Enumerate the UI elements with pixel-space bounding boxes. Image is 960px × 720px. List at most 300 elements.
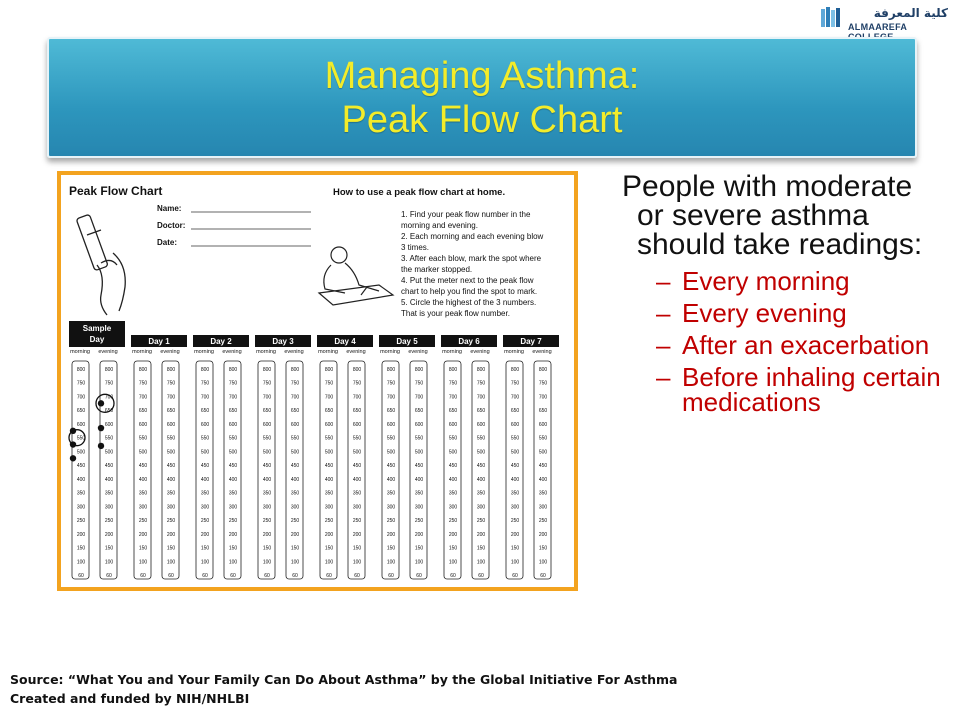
scale-tick-label: 300	[414, 504, 424, 511]
day-label: Day 5	[396, 337, 418, 346]
scale-tick-label: 300	[448, 504, 458, 511]
scale-tick-label: 700	[352, 394, 362, 401]
scale-tick-label: 600	[352, 421, 362, 428]
scale-tick-label: 450	[138, 463, 148, 470]
scale-tick-label: 700	[104, 394, 114, 401]
scale-tick-label: 400	[262, 476, 272, 483]
slide-title-line-2: Peak Flow Chart	[341, 98, 623, 141]
scale-tick-label: 500	[324, 449, 334, 456]
scale-tick-label: 100	[200, 559, 210, 566]
scale-tick-label: 500	[290, 449, 300, 456]
dash-marker: –	[656, 362, 671, 392]
scale-tick-label: 60	[106, 573, 112, 579]
scale-tick-label: 300	[138, 504, 148, 511]
scale-tick-label: 60	[478, 573, 484, 579]
scale-tick-label: 600	[262, 421, 272, 428]
scale-tick-label: 350	[476, 490, 486, 497]
scale-tick-label: 600	[476, 421, 486, 428]
scale-tick-label: 800	[262, 367, 272, 373]
scale-tick-label: 60	[78, 573, 84, 579]
sample-label: Sample	[82, 324, 112, 333]
scale-tick-label: 750	[76, 380, 86, 387]
scale-tick-label: 150	[448, 545, 458, 552]
scale-tick-label: 400	[228, 476, 238, 483]
scale-tick-label: 700	[166, 394, 176, 401]
scale-tick-label: 650	[414, 408, 424, 415]
sub-bullet-item	[656, 298, 942, 328]
scale-tick-label: 350	[76, 490, 86, 497]
scale-tick-label: 300	[228, 504, 238, 511]
scale-tick-label: 60	[450, 573, 456, 579]
sub-bullet-text: Every evening	[682, 298, 847, 328]
scale-tick-label: 650	[166, 408, 176, 415]
sample-label: Day	[89, 335, 105, 344]
scale-tick-label: 700	[138, 394, 148, 401]
scale-tick-label: 450	[200, 463, 210, 470]
howto-step-line: 5. Circle the highest of the 3 numbers.	[401, 298, 537, 307]
title-banner	[47, 37, 917, 158]
scale-tick-label: 350	[448, 490, 458, 497]
scale-tick-label: 600	[166, 421, 176, 428]
scale-tick-label: 100	[414, 559, 424, 566]
scale-tick-label: 650	[104, 408, 114, 415]
scale-tick-label: 60	[264, 573, 270, 579]
scale-tick-label: 750	[414, 380, 424, 387]
logo-book-icon	[820, 6, 844, 30]
scale-tick-label: 750	[166, 380, 176, 387]
scale-tick-label: 300	[538, 504, 548, 511]
scale-tick-label: 750	[138, 380, 148, 387]
scale-tick-label: 500	[476, 449, 486, 456]
scale-tick-label: 800	[510, 367, 520, 373]
scale-tick-label: 350	[104, 490, 114, 497]
scale-tick-label: 400	[324, 476, 334, 483]
scale-tick-label: 550	[510, 435, 520, 442]
scale-tick-label: 450	[166, 463, 176, 470]
chart-heading: Peak Flow Chart	[69, 184, 163, 198]
scale-tick-label: 300	[510, 504, 520, 511]
scale-tick-label: 400	[448, 476, 458, 483]
scale-tick-label: 400	[76, 476, 86, 483]
scale-tick-label: 600	[104, 421, 114, 428]
howto-step-line: chart to help you find the spot to mark.	[401, 287, 538, 296]
scale-tick-label: 500	[76, 449, 86, 456]
scale-tick-label: 150	[104, 545, 114, 552]
scale-tick-label: 700	[76, 394, 86, 401]
scale-tick-label: 500	[448, 449, 458, 456]
scale-tick-label: 800	[290, 367, 300, 373]
scale-tick-label: 350	[510, 490, 520, 497]
scale-tick-label: 600	[228, 421, 238, 428]
form-field-label: Name:	[157, 204, 182, 213]
scale-tick-label: 400	[352, 476, 362, 483]
scale-tick-label: 300	[76, 504, 86, 511]
scale-tick-label: 150	[228, 545, 238, 552]
scale-tick-label: 700	[386, 394, 396, 401]
scale-tick-label: 250	[262, 518, 272, 525]
scale-tick-label: 500	[538, 449, 548, 456]
scale-tick-label: 600	[138, 421, 148, 428]
scale-tick-label: 350	[138, 490, 148, 497]
scale-tick-label: 250	[76, 518, 86, 525]
time-label: morning	[318, 349, 338, 355]
scale-tick-label: 250	[538, 518, 548, 525]
day-label: Day 6	[458, 337, 480, 346]
scale-tick-label: 150	[324, 545, 334, 552]
scale-tick-label: 600	[324, 421, 334, 428]
scale-tick-label: 750	[324, 380, 334, 387]
scale-tick-label: 700	[228, 394, 238, 401]
scale-tick-label: 200	[324, 531, 334, 538]
scale-tick-label: 500	[200, 449, 210, 456]
time-label: evening	[532, 349, 552, 355]
scale-tick-label: 250	[166, 518, 176, 525]
scale-tick-label: 450	[324, 463, 334, 470]
scale-tick-label: 150	[386, 545, 396, 552]
scale-tick-label: 700	[414, 394, 424, 401]
scale-tick-label: 450	[538, 463, 548, 470]
scale-tick-label: 60	[140, 573, 146, 579]
scale-tick-label: 600	[538, 421, 548, 428]
scale-tick-label: 650	[200, 408, 210, 415]
howto-step-line: the marker stopped.	[401, 265, 473, 274]
scale-tick-label: 800	[200, 367, 210, 373]
scale-tick-label: 300	[262, 504, 272, 511]
scale-tick-label: 700	[262, 394, 272, 401]
sub-bullet-text: Every morning	[682, 266, 850, 296]
scale-tick-label: 250	[104, 518, 114, 525]
time-label: evening	[346, 349, 366, 355]
time-label: evening	[284, 349, 304, 355]
scale-tick-label: 300	[386, 504, 396, 511]
scale-tick-label: 450	[290, 463, 300, 470]
scale-tick-label: 750	[510, 380, 520, 387]
scale-tick-label: 350	[538, 490, 548, 497]
scale-tick-label: 450	[386, 463, 396, 470]
scale-tick-label: 250	[352, 518, 362, 525]
scale-tick-label: 500	[414, 449, 424, 456]
scale-tick-label: 600	[76, 421, 86, 428]
scale-tick-label: 550	[386, 435, 396, 442]
scale-tick-label: 750	[200, 380, 210, 387]
scale-tick-label: 400	[386, 476, 396, 483]
scale-tick-label: 60	[512, 573, 518, 579]
scale-tick-label: 500	[228, 449, 238, 456]
scale-tick-label: 100	[448, 559, 458, 566]
howto-step-line: morning and evening.	[401, 221, 478, 230]
time-label: morning	[256, 349, 276, 355]
time-label: morning	[380, 349, 400, 355]
scale-tick-label: 250	[138, 518, 148, 525]
sub-bullet-text: After an exacerbation	[682, 330, 930, 360]
scale-tick-label: 150	[414, 545, 424, 552]
scale-tick-label: 750	[538, 380, 548, 387]
form-field-label: Doctor:	[157, 221, 186, 230]
scale-tick-label: 450	[510, 463, 520, 470]
scale-tick-label: 450	[104, 463, 114, 470]
scale-tick-label: 400	[538, 476, 548, 483]
scale-tick-label: 200	[476, 531, 486, 538]
scale-tick-label: 250	[290, 518, 300, 525]
scale-tick-label: 650	[538, 408, 548, 415]
scale-tick-label: 650	[324, 408, 334, 415]
scale-tick-label: 550	[262, 435, 272, 442]
scale-tick-label: 300	[476, 504, 486, 511]
scale-tick-label: 60	[202, 573, 208, 579]
time-label: morning	[442, 349, 462, 355]
scale-tick-label: 500	[352, 449, 362, 456]
dash-marker: –	[656, 330, 671, 360]
scale-tick-label: 100	[476, 559, 486, 566]
scale-tick-label: 450	[262, 463, 272, 470]
peak-flow-chart-image	[57, 171, 578, 591]
scale-tick-label: 650	[228, 408, 238, 415]
scale-tick-label: 800	[414, 367, 424, 373]
scale-tick-label: 100	[166, 559, 176, 566]
scale-tick-label: 650	[262, 408, 272, 415]
peak-flow-chart-drawing	[61, 175, 574, 587]
scale-tick-label: 800	[166, 367, 176, 373]
scale-tick-label: 300	[104, 504, 114, 511]
scale-tick-label: 550	[200, 435, 210, 442]
howto-step-line: 1. Find your peak flow number in the	[401, 210, 531, 219]
scale-tick-label: 200	[104, 531, 114, 538]
howto-title: How to use a peak flow chart at home.	[333, 187, 506, 198]
scale-tick-label: 400	[510, 476, 520, 483]
scale-tick-label: 800	[76, 367, 86, 373]
scale-tick-label: 800	[476, 367, 486, 373]
scale-tick-label: 150	[76, 545, 86, 552]
scale-tick-label: 750	[386, 380, 396, 387]
time-label: morning	[504, 349, 524, 355]
scale-tick-label: 350	[200, 490, 210, 497]
scale-tick-label: 400	[476, 476, 486, 483]
scale-tick-label: 350	[262, 490, 272, 497]
sample-reading-dot	[98, 400, 104, 406]
scale-tick-label: 300	[352, 504, 362, 511]
scale-tick-label: 600	[510, 421, 520, 428]
scale-tick-label: 600	[414, 421, 424, 428]
day-label: Day 7	[520, 337, 542, 346]
scale-tick-label: 100	[352, 559, 362, 566]
scale-tick-label: 250	[324, 518, 334, 525]
scale-tick-label: 550	[324, 435, 334, 442]
scale-tick-label: 700	[200, 394, 210, 401]
time-label: morning	[132, 349, 152, 355]
scale-tick-label: 250	[448, 518, 458, 525]
howto-step-line: 2. Each morning and each evening blow	[401, 232, 544, 241]
scale-tick-label: 200	[138, 531, 148, 538]
scale-tick-label: 500	[262, 449, 272, 456]
sub-bullet-text: Before inhaling certain medications	[682, 362, 941, 417]
scale-tick-label: 100	[324, 559, 334, 566]
scale-tick-label: 150	[476, 545, 486, 552]
scale-tick-label: 150	[262, 545, 272, 552]
sub-bullet-item	[656, 362, 942, 417]
scale-tick-label: 600	[200, 421, 210, 428]
sub-bullet-item	[656, 266, 942, 296]
scale-tick-label: 100	[538, 559, 548, 566]
scale-tick-label: 350	[290, 490, 300, 497]
scale-tick-label: 150	[510, 545, 520, 552]
scale-tick-label: 550	[104, 435, 114, 442]
scale-tick-label: 400	[138, 476, 148, 483]
scale-tick-label: 150	[290, 545, 300, 552]
time-label: evening	[470, 349, 490, 355]
scale-tick-label: 350	[228, 490, 238, 497]
scale-tick-label: 800	[228, 367, 238, 373]
scale-tick-label: 100	[510, 559, 520, 566]
howto-step-line: 3 times.	[401, 243, 430, 252]
scale-tick-label: 650	[448, 408, 458, 415]
scale-tick-label: 700	[476, 394, 486, 401]
scale-tick-label: 100	[290, 559, 300, 566]
scale-tick-label: 750	[290, 380, 300, 387]
dash-marker: –	[656, 266, 671, 296]
scale-tick-label: 350	[324, 490, 334, 497]
scale-tick-label: 600	[386, 421, 396, 428]
scale-tick-label: 350	[386, 490, 396, 497]
day-label: Day 1	[148, 337, 170, 346]
scale-tick-label: 750	[228, 380, 238, 387]
scale-tick-label: 200	[290, 531, 300, 538]
scale-tick-label: 500	[104, 449, 114, 456]
day-label: Day 2	[210, 337, 232, 346]
scale-tick-label: 550	[228, 435, 238, 442]
scale-tick-label: 200	[510, 531, 520, 538]
scale-tick-label: 700	[290, 394, 300, 401]
college-logo	[820, 6, 955, 34]
scale-tick-label: 60	[388, 573, 394, 579]
scale-tick-label: 250	[510, 518, 520, 525]
scale-tick-label: 300	[290, 504, 300, 511]
scale-tick-label: 200	[386, 531, 396, 538]
scale-tick-label: 400	[200, 476, 210, 483]
scale-tick-label: 550	[290, 435, 300, 442]
logo-arabic-text: كلية المعرفة	[873, 6, 948, 20]
scale-tick-label: 250	[228, 518, 238, 525]
scale-tick-label: 600	[290, 421, 300, 428]
scale-tick-label: 700	[538, 394, 548, 401]
scale-tick-label: 450	[414, 463, 424, 470]
scale-tick-label: 200	[166, 531, 176, 538]
scale-tick-label: 200	[352, 531, 362, 538]
scale-tick-label: 100	[262, 559, 272, 566]
scale-tick-label: 800	[386, 367, 396, 373]
scale-tick-label: 750	[476, 380, 486, 387]
scale-tick-label: 650	[138, 408, 148, 415]
scale-tick-label: 250	[476, 518, 486, 525]
logo-latin-text: ALMAAREFA	[848, 22, 907, 32]
scale-tick-label: 800	[352, 367, 362, 373]
scale-tick-label: 60	[292, 573, 298, 579]
scale-tick-label: 800	[448, 367, 458, 373]
scale-tick-label: 150	[138, 545, 148, 552]
time-label: evening	[408, 349, 428, 355]
scale-tick-label: 650	[386, 408, 396, 415]
scale-tick-label: 700	[448, 394, 458, 401]
scale-tick-label: 350	[352, 490, 362, 497]
scale-tick-label: 700	[510, 394, 520, 401]
scale-tick-label: 450	[228, 463, 238, 470]
scale-tick-label: 650	[510, 408, 520, 415]
scale-tick-label: 250	[386, 518, 396, 525]
scale-tick-label: 60	[540, 573, 546, 579]
scale-tick-label: 650	[290, 408, 300, 415]
scale-tick-label: 150	[352, 545, 362, 552]
peak-flow-meter-illustration	[76, 214, 125, 315]
time-label: morning	[194, 349, 214, 355]
source-citation: Source: “What You and Your Family Can Do About Asthma” by the Global Initiative For Asthma Created and funded by NIH/NHLBI	[10, 672, 678, 706]
scale-tick-label: 750	[262, 380, 272, 387]
sample-reading-dot	[70, 455, 76, 461]
scale-tick-label: 300	[166, 504, 176, 511]
time-label: evening	[222, 349, 242, 355]
scale-tick-label: 200	[538, 531, 548, 538]
scale-tick-label: 500	[138, 449, 148, 456]
scale-tick-label: 400	[290, 476, 300, 483]
scale-tick-label: 650	[76, 408, 86, 415]
scale-tick-label: 150	[538, 545, 548, 552]
scale-tick-label: 60	[326, 573, 332, 579]
scale-tick-label: 200	[228, 531, 238, 538]
scale-tick-label: 650	[352, 408, 362, 415]
scale-tick-label: 450	[352, 463, 362, 470]
scale-tick-label: 650	[476, 408, 486, 415]
scale-tick-label: 250	[200, 518, 210, 525]
form-field-label: Date:	[157, 238, 178, 247]
scale-tick-label: 550	[538, 435, 548, 442]
scale-tick-label: 450	[476, 463, 486, 470]
scale-tick-label: 400	[166, 476, 176, 483]
sample-reading-dot	[98, 443, 104, 449]
scale-tick-label: 550	[166, 435, 176, 442]
scale-tick-label: 300	[324, 504, 334, 511]
scale-tick-label: 200	[76, 531, 86, 538]
scale-tick-label: 250	[414, 518, 424, 525]
lead-bullet: People with moderate or severe asthma should take readings:	[622, 170, 923, 261]
scale-tick-label: 550	[76, 435, 86, 442]
scale-tick-label: 100	[138, 559, 148, 566]
scale-tick-label: 800	[324, 367, 334, 373]
scale-tick-label: 100	[104, 559, 114, 566]
scale-tick-label: 550	[138, 435, 148, 442]
dash-marker: –	[656, 298, 671, 328]
howto-step-line: 3. After each blow, mark the spot where	[401, 254, 542, 263]
scale-tick-label: 200	[448, 531, 458, 538]
scale-tick-label: 500	[386, 449, 396, 456]
time-label: evening	[160, 349, 180, 355]
scale-tick-label: 60	[354, 573, 360, 579]
sub-bullet-list	[656, 266, 942, 417]
scale-tick-label: 150	[200, 545, 210, 552]
time-label: morning	[70, 349, 90, 355]
slide-title-line-1: Managing Asthma:	[324, 54, 640, 97]
scale-tick-label: 450	[448, 463, 458, 470]
scale-tick-label: 100	[228, 559, 238, 566]
howto-step-line: 4. Put the meter next to the peak flow	[401, 276, 534, 285]
scale-tick-label: 350	[166, 490, 176, 497]
scale-tick-label: 200	[200, 531, 210, 538]
scale-tick-label: 800	[138, 367, 148, 373]
scale-tick-label: 450	[76, 463, 86, 470]
scale-tick-label: 750	[352, 380, 362, 387]
scale-tick-label: 800	[538, 367, 548, 373]
scale-tick-label: 500	[166, 449, 176, 456]
scale-tick-label: 400	[104, 476, 114, 483]
scale-tick-label: 400	[414, 476, 424, 483]
bullet-list	[622, 172, 942, 422]
